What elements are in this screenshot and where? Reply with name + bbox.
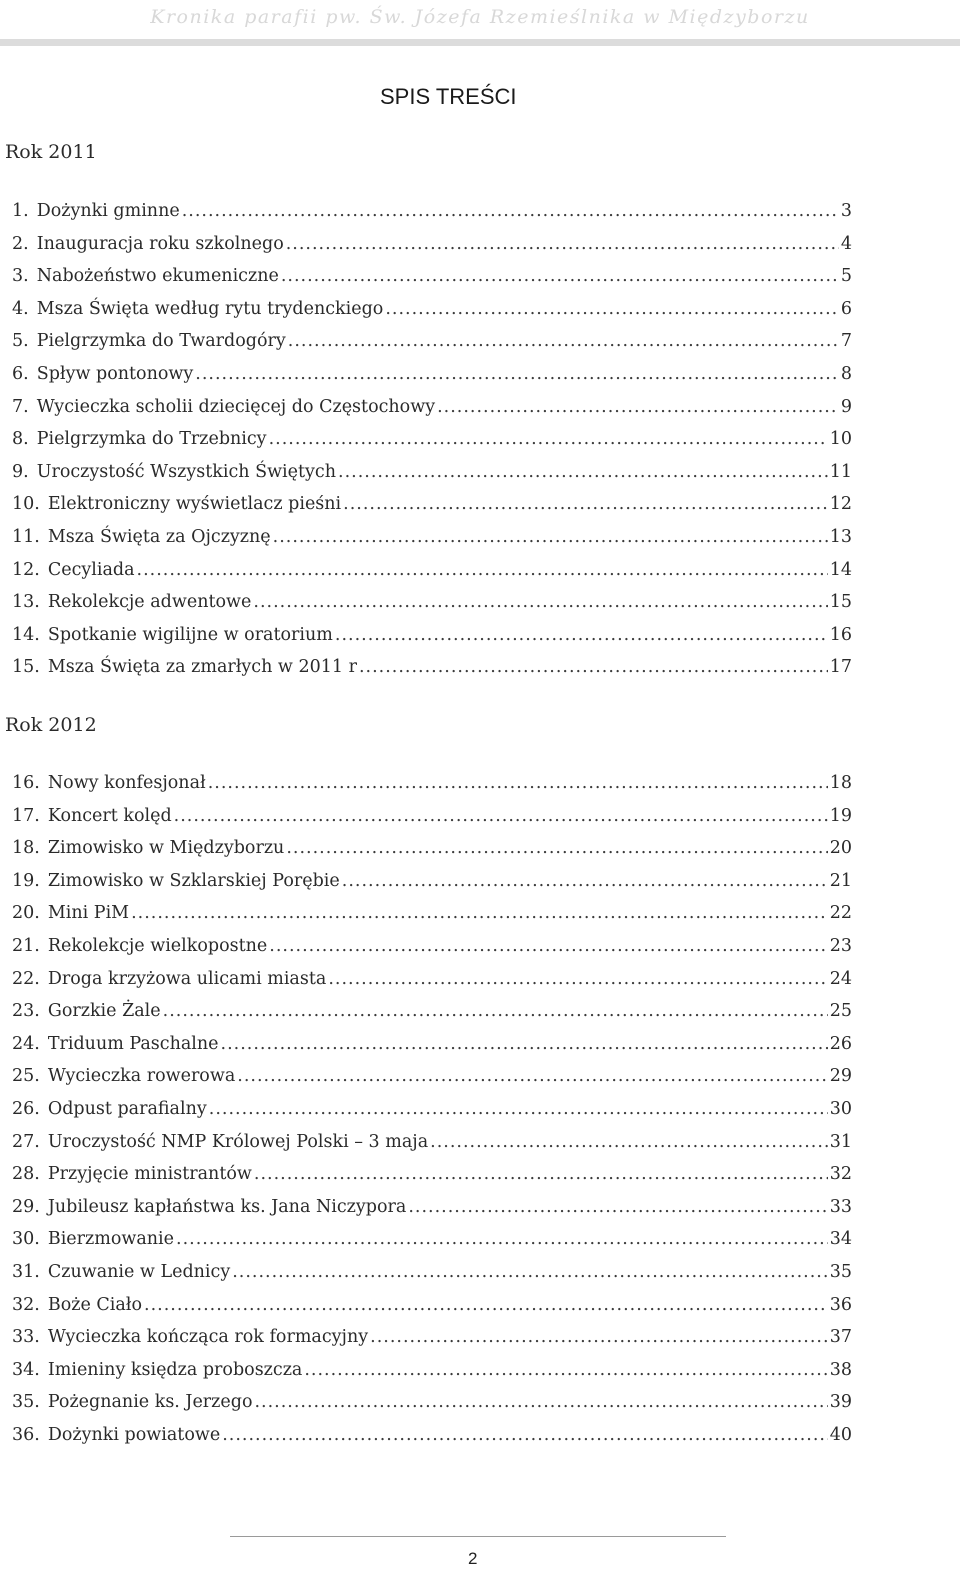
toc-entry-title: Czuwanie w Lednicy [47, 1262, 231, 1282]
toc-entry-number: 12. [12, 559, 40, 580]
toc-dot-leader [335, 619, 828, 651]
toc-entry-title: Odpust parafialny [47, 1099, 207, 1119]
toc-dot-leader [288, 325, 839, 357]
toc-dot-leader [131, 897, 828, 929]
toc-entry [12, 651, 852, 683]
toc-entry-number: 4. [12, 298, 29, 319]
toc-entry-page: 3 [840, 201, 852, 221]
toc-entry-page: 13 [829, 527, 852, 547]
toc-dot-leader [328, 963, 827, 995]
toc-dot-leader [208, 767, 828, 799]
year-heading: Rok 2011 [5, 141, 97, 163]
toc-entry-title: Rekolekcje adwentowe [47, 592, 252, 613]
toc-entry-page: 33 [829, 1196, 852, 1217]
toc-entry [12, 358, 852, 390]
toc-entry-title: Msza Święta według rytu trydenckiego [36, 298, 384, 319]
toc-entry-title: Imieniny księdza proboszcza [47, 1359, 303, 1380]
toc-entry [12, 423, 852, 455]
toc-entry-number: 10. [12, 494, 40, 515]
toc-entry-title: Dożynki gminne [36, 201, 180, 221]
toc-entry-page: 40 [829, 1425, 852, 1445]
toc-entry-page: 32 [829, 1164, 852, 1185]
toc-entry-number: 33. [12, 1327, 40, 1348]
toc-dot-leader [232, 1256, 828, 1288]
toc-entry-page: 37 [829, 1327, 852, 1348]
toc-entry-page: 24 [829, 968, 852, 989]
toc-entry-title: Jubileusz kapłaństwa ks. Jana Niczypora [47, 1196, 407, 1217]
toc-entry-title: Pielgrzymka do Twardogóry [36, 331, 286, 352]
toc-entry-title: Bierzmowanie [47, 1229, 175, 1250]
toc-entry-page: 4 [840, 233, 852, 254]
toc-entry-title: Spływ pontonowy [36, 364, 194, 384]
toc-entry [12, 1256, 852, 1288]
toc-dot-leader [286, 228, 839, 260]
toc-entry-number: 35. [12, 1392, 40, 1413]
toc-entry [12, 1060, 852, 1092]
toc-entry-title: Boże Ciało [47, 1294, 143, 1315]
toc-entry [12, 554, 852, 586]
toc-entry [12, 456, 852, 488]
toc-dot-leader [254, 1386, 827, 1418]
toc-entry-page: 20 [829, 838, 852, 859]
toc-entry-number: 18. [12, 838, 40, 859]
toc-entry-title: Nabożeństwo ekumeniczne [36, 266, 279, 287]
toc-entry-page: 15 [829, 592, 852, 613]
toc-entry-page: 23 [829, 936, 852, 956]
toc-entry [12, 488, 852, 520]
toc-dot-leader [195, 358, 839, 390]
toc-dot-leader [269, 423, 828, 455]
toc-entry [12, 1126, 852, 1158]
toc-entry-title: Uroczystość NMP Królowej Polski – 3 maja [47, 1131, 429, 1152]
toc-entry-title: Zimowisko w Międzyborzu [47, 838, 285, 859]
toc-entry [12, 995, 852, 1027]
toc-entry-title: Msza Święta za Ojczyznę [47, 527, 271, 547]
toc-dot-leader [342, 865, 828, 897]
toc-entry-number: 32. [12, 1294, 40, 1315]
toc-entry [12, 1419, 852, 1451]
toc-entry-page: 21 [829, 870, 852, 891]
toc-entry-number: 6. [12, 364, 29, 384]
toc-dot-leader [408, 1191, 827, 1223]
toc-entry-number: 3. [12, 266, 29, 287]
toc-entry [12, 1289, 852, 1321]
toc-entry-page: 14 [829, 559, 852, 580]
toc-entry-number: 8. [12, 429, 29, 450]
toc-entry-number: 22. [12, 968, 40, 989]
toc-dot-leader [359, 651, 828, 683]
footer-rule [230, 1536, 726, 1537]
toc-entry-page: 8 [840, 364, 852, 384]
page-number: 2 [468, 1549, 478, 1568]
toc-entry-number: 2. [12, 233, 29, 254]
toc-entry-page: 18 [829, 773, 852, 793]
toc-dot-leader [304, 1354, 827, 1386]
toc-entry-number: 31. [12, 1262, 40, 1282]
toc-entry [12, 195, 852, 227]
toc-entry-page: 16 [829, 624, 852, 645]
toc-entry-number: 13. [12, 592, 40, 613]
year-heading: Rok 2012 [5, 714, 97, 736]
toc-entry [12, 1386, 852, 1418]
toc-entry-number: 15. [12, 657, 40, 678]
toc-entry-page: 38 [829, 1359, 852, 1380]
toc-entry-number: 25. [12, 1066, 40, 1087]
toc-entry-number: 36. [12, 1425, 40, 1445]
toc-entry-number: 5. [12, 331, 29, 352]
toc-dot-leader [254, 1158, 828, 1190]
toc-entry-page: 7 [840, 331, 852, 352]
toc-entry-title: Triduum Paschalne [47, 1033, 219, 1054]
toc-entry-title: Mini PiM [47, 903, 130, 924]
toc-entry-title: Msza Święta za zmarłych w 2011 r [47, 657, 357, 678]
toc-entry-page: 29 [829, 1066, 852, 1087]
toc-entry-title: Uroczystość Wszystkich Świętych [36, 461, 336, 482]
toc-entry-number: 34. [12, 1359, 40, 1380]
toc-entry-title: Rekolekcje wielkopostne [47, 936, 268, 956]
toc-entry-title: Przyjęcie ministrantów [47, 1164, 252, 1185]
toc-entry-page: 6 [840, 298, 852, 319]
toc-dot-leader [176, 1223, 828, 1255]
toc-entry-page: 11 [829, 461, 852, 482]
toc-dot-leader [430, 1126, 828, 1158]
toc-dot-leader [182, 195, 839, 227]
toc-entry [12, 1223, 852, 1255]
toc-entry-title: Wycieczka kończąca rok formacyjny [47, 1327, 369, 1348]
toc-entry-number: 28. [12, 1164, 40, 1185]
toc-entry-title: Wycieczka rowerowa [47, 1066, 236, 1087]
toc-entry [12, 930, 852, 962]
toc-dot-leader [221, 1028, 828, 1060]
toc-entry-page: 9 [840, 396, 852, 417]
toc-entry-title: Elektroniczny wyświetlacz pieśni [47, 494, 342, 515]
toc-entry-page: 5 [840, 266, 852, 287]
toc-dot-leader [237, 1060, 827, 1092]
toc-entry [12, 800, 852, 832]
toc-entry-number: 29. [12, 1196, 40, 1217]
page-title: SPIS TREŚCI [380, 84, 517, 109]
toc-entry-page: 30 [829, 1099, 852, 1119]
toc-entry-page: 34 [829, 1229, 852, 1250]
toc-entry-title: Spotkanie wigilijne w oratorium [47, 624, 333, 645]
toc-dot-leader [222, 1419, 828, 1451]
toc-dot-leader [338, 456, 828, 488]
toc-entry [12, 1158, 852, 1190]
toc-entry [12, 586, 852, 618]
toc-dot-leader [273, 521, 828, 553]
header-rule [0, 39, 960, 46]
toc-dot-leader [144, 1289, 828, 1321]
toc-entry-number: 14. [12, 624, 40, 645]
toc-dot-leader [286, 832, 827, 864]
toc-entry-page: 25 [829, 1001, 852, 1022]
toc-entry-page: 36 [829, 1294, 852, 1315]
toc-entry-number: 26. [12, 1099, 40, 1119]
toc-entry [12, 228, 852, 260]
toc-dot-leader [385, 293, 839, 325]
toc-entry [12, 1028, 852, 1060]
toc-entry-title: Dożynki powiatowe [47, 1425, 221, 1445]
toc-entry [12, 1093, 852, 1125]
toc-entry [12, 1191, 852, 1223]
toc-entry-number: 9. [12, 461, 29, 482]
toc-entry [12, 832, 852, 864]
toc-entry-number: 16. [12, 773, 40, 793]
toc-entry [12, 521, 852, 553]
toc-entry-number: 20. [12, 903, 40, 924]
toc-entry-number: 17. [12, 805, 40, 826]
toc-entry-number: 19. [12, 870, 40, 891]
toc-entry [12, 865, 852, 897]
toc-entry-number: 30. [12, 1229, 40, 1250]
toc-dot-leader [370, 1321, 828, 1353]
toc-entry-page: 12 [829, 494, 852, 515]
toc-entry-number: 21. [12, 936, 40, 956]
toc-entry-number: 27. [12, 1131, 40, 1152]
toc-entry-page: 31 [829, 1131, 852, 1152]
toc-entry-title: Gorzkie Żale [47, 1001, 161, 1022]
toc-entry-page: 26 [829, 1033, 852, 1054]
toc-dot-leader [137, 554, 828, 586]
toc-dot-leader [174, 800, 828, 832]
toc-entry-title: Pożegnanie ks. Jerzego [47, 1392, 253, 1413]
toc-dot-leader [281, 260, 839, 292]
toc-dot-leader [343, 488, 828, 520]
toc-entry-title: Cecyliada [47, 559, 135, 580]
toc-entry [12, 293, 852, 325]
toc-entry [12, 1321, 852, 1353]
toc-entry [12, 1354, 852, 1386]
toc-entry-page: 17 [829, 657, 852, 678]
running-header: Kronika parafii pw. Św. Józefa Rzemieślnika w Międzyborzu [150, 6, 810, 28]
toc-entry-title: Nowy konfesjonał [47, 773, 206, 793]
toc-entry-title: Droga krzyżowa ulicami miasta [47, 968, 327, 989]
toc-entry-page: 22 [829, 903, 852, 924]
toc-entry-title: Zimowisko w Szklarskiej Porębie [47, 870, 340, 891]
toc-entry [12, 963, 852, 995]
toc-entry-title: Wycieczka scholii dziecięcej do Częstochowy [36, 396, 436, 417]
toc-entry-number: 24. [12, 1033, 40, 1054]
toc-dot-leader [209, 1093, 828, 1125]
toc-entry-title: Koncert kolęd [47, 805, 172, 826]
toc-entry [12, 260, 852, 292]
toc-entry-page: 39 [829, 1392, 852, 1413]
toc-entry [12, 767, 852, 799]
toc-entry-number: 1. [12, 201, 29, 221]
toc-entry [12, 391, 852, 423]
toc-dot-leader [253, 586, 827, 618]
toc-entry [12, 619, 852, 651]
toc-entry-page: 10 [829, 429, 852, 450]
toc-entry-number: 11. [12, 527, 40, 547]
toc-dot-leader [163, 995, 828, 1027]
toc-dot-leader [269, 930, 827, 962]
toc-entry-number: 7. [12, 396, 29, 417]
toc-dot-leader [437, 391, 839, 423]
toc-entry-page: 35 [829, 1262, 852, 1282]
toc-entry-number: 23. [12, 1001, 40, 1022]
toc-entry-title: Inauguracja roku szkolnego [36, 233, 284, 254]
toc-entry-page: 19 [829, 805, 852, 826]
toc-entry [12, 897, 852, 929]
toc-entry-title: Pielgrzymka do Trzebnicy [36, 429, 267, 450]
toc-entry [12, 325, 852, 357]
